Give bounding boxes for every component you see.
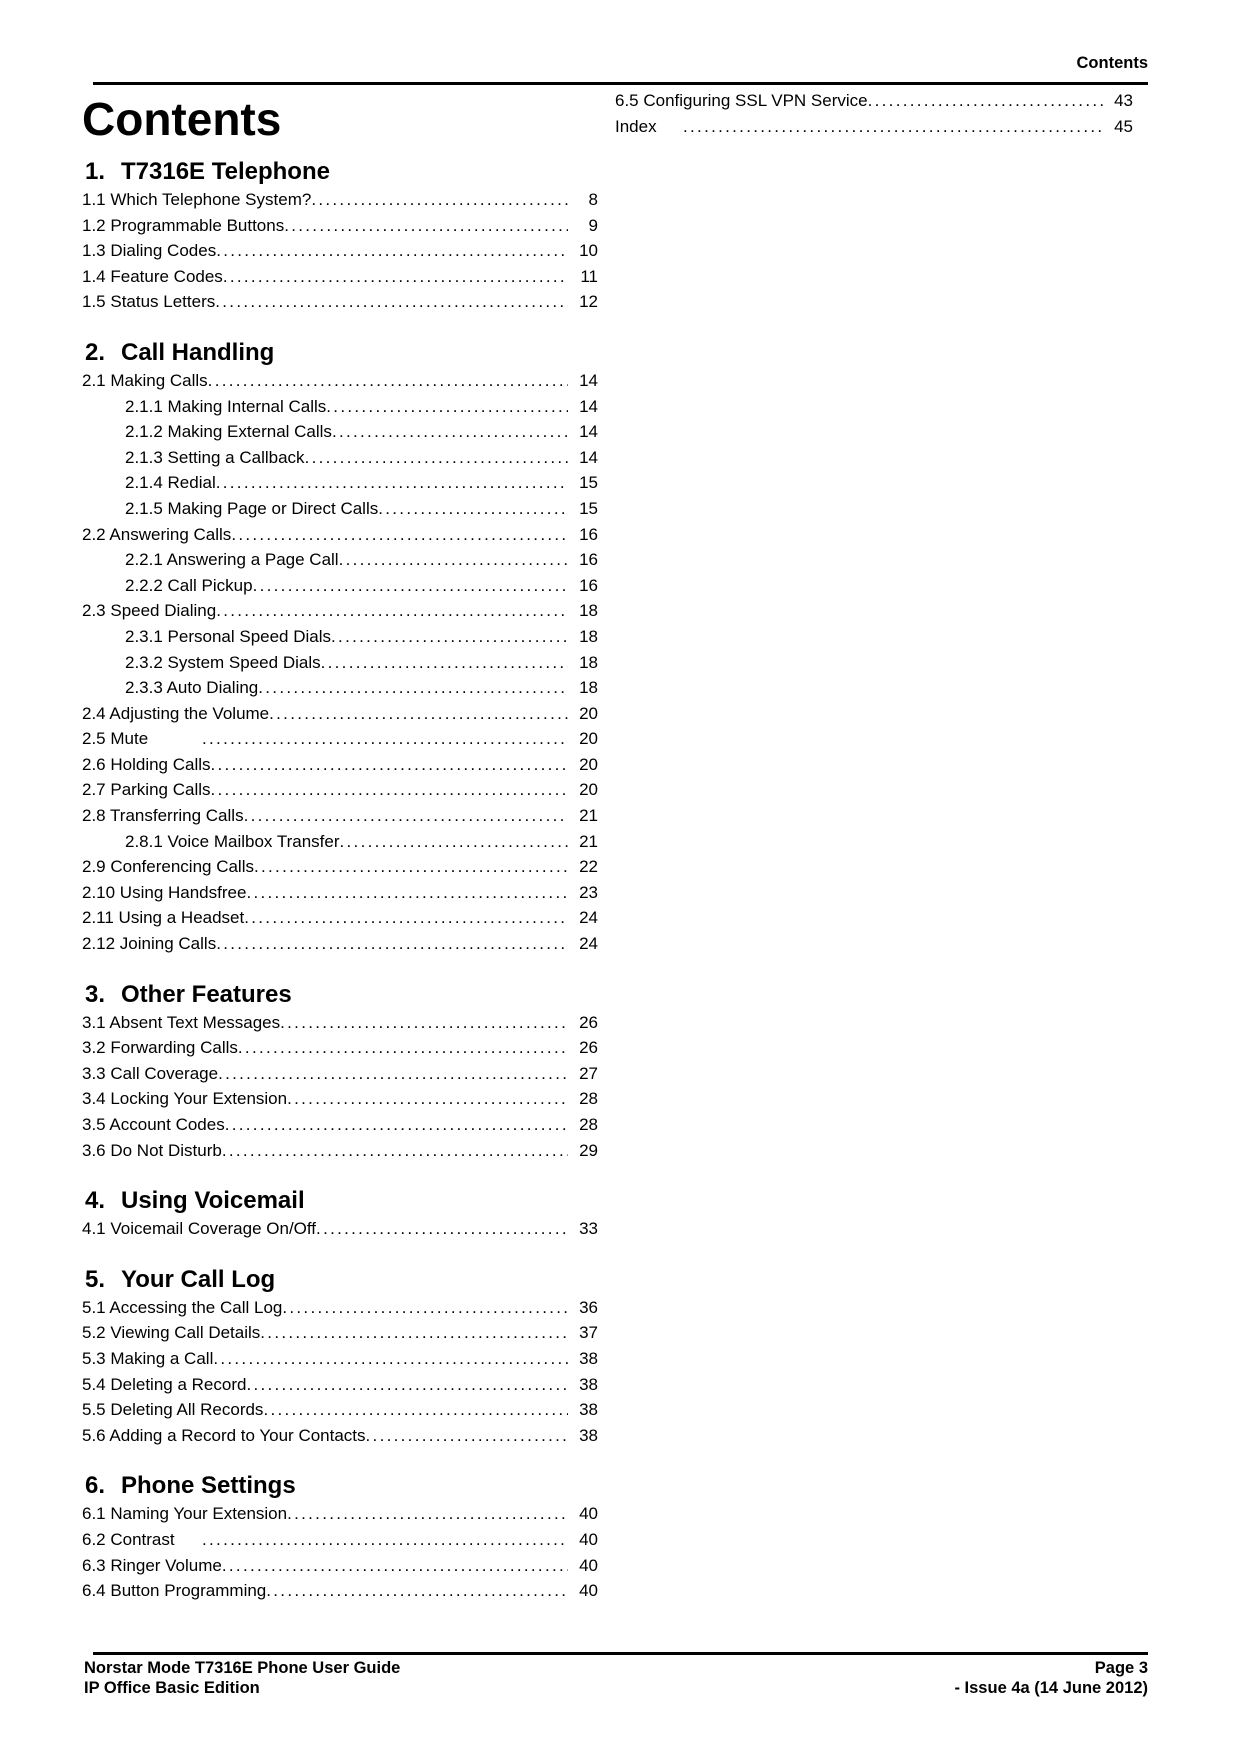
dot-leader	[311, 187, 568, 213]
toc-entry[interactable]	[82, 829, 598, 855]
dot-leader	[266, 1578, 568, 1604]
dot-leader	[244, 905, 568, 931]
toc-entry-label: 5.1 Accessing the Call Log	[82, 1297, 283, 1317]
toc-entry[interactable]	[82, 1501, 598, 1527]
toc-entry[interactable]	[82, 752, 598, 778]
section-heading	[82, 1265, 598, 1295]
toc-entry-label: 5.2 Viewing Call Details	[82, 1323, 261, 1343]
toc-entry-label: 3.5 Account Codes	[82, 1115, 225, 1134]
toc-entry-page: 26	[579, 1038, 598, 1058]
toc-entry-page: 21	[579, 831, 598, 851]
toc-entry[interactable]	[82, 1138, 598, 1164]
toc-entry-page: 14	[579, 370, 598, 390]
dot-leader	[216, 470, 568, 496]
toc-entry-page: 14	[579, 422, 598, 442]
section-title: T7316E Telephone	[121, 158, 330, 185]
dot-leader	[216, 598, 568, 624]
toc-entry-page: 20	[579, 780, 598, 800]
toc-entry-label: 2.7 Parking Calls	[82, 780, 211, 800]
toc-entry-page: 11	[580, 266, 598, 286]
toc-entry-label: 2.1.3 Setting a Callback	[125, 447, 305, 467]
section-heading	[82, 1471, 598, 1501]
toc-entry-label: 3.3 Call Coverage	[82, 1063, 219, 1083]
toc-entry[interactable]	[82, 1320, 598, 1346]
footer-left-block	[84, 1658, 400, 1698]
dot-leader	[213, 1346, 568, 1372]
dot-leader	[378, 496, 568, 522]
toc-entry[interactable]	[82, 726, 598, 752]
dot-leader	[218, 1061, 568, 1087]
toc-entry-label: 2.3.1 Personal Speed Dials	[125, 626, 332, 646]
dot-leader	[216, 238, 568, 264]
toc-entry-label: 3.4 Locking Your Extension	[82, 1089, 288, 1109]
dot-leader	[254, 854, 568, 880]
toc-entry-page: 40	[579, 1529, 598, 1549]
footer-page-number: Page 3	[1094, 1659, 1148, 1677]
toc-entry-label: 6.2 Contrast	[82, 1529, 175, 1549]
toc-entry-page: 36	[579, 1297, 598, 1317]
toc-entry-page: 45	[1114, 116, 1133, 136]
toc-entry-label: 1.5 Status Letters	[82, 292, 216, 312]
toc-entry-label: 3.2 Forwarding Calls	[82, 1038, 238, 1058]
toc-entry-label: 1.3 Dialing Codes	[82, 241, 217, 261]
toc-entry[interactable]	[82, 1112, 598, 1138]
toc-entry-label: 4.1 Voicemail Coverage On/Off	[82, 1219, 317, 1239]
toc-entry-label: 6.5 Configuring SSL VPN Service	[615, 91, 868, 110]
section-number: 5.	[85, 1265, 106, 1293]
toc-entry-page: 40	[579, 1555, 598, 1575]
toc-entry[interactable]	[82, 1061, 598, 1087]
toc-entry-page: 14	[579, 396, 598, 416]
toc-entry[interactable]	[82, 1216, 598, 1242]
toc-entry-label: 2.6 Holding Calls	[82, 754, 211, 774]
toc-entry[interactable]	[82, 1372, 598, 1398]
dot-leader	[244, 803, 568, 829]
toc-entry-page: 16	[579, 575, 598, 595]
toc-entry-label: 2.10 Using Handsfree	[82, 882, 247, 902]
toc-entry[interactable]	[615, 88, 1133, 114]
toc-entry[interactable]	[82, 1010, 598, 1036]
toc-entry-label: 1.4 Feature Codes	[82, 266, 223, 286]
section-title: Phone Settings	[121, 1472, 296, 1500]
running-header: Contents	[1076, 54, 1148, 72]
toc-entry[interactable]	[82, 522, 598, 548]
toc-entry-page: 38	[579, 1400, 598, 1420]
toc-entry-label: 6.3 Ringer Volume	[82, 1555, 222, 1575]
toc-entry[interactable]	[82, 573, 598, 599]
toc-entry-page: 18	[579, 626, 598, 646]
section-heading	[82, 157, 598, 187]
dot-leader	[211, 777, 568, 803]
toc-entry-label: 2.1.4 Redial	[125, 473, 216, 493]
dot-leader	[280, 1010, 568, 1036]
footer-issue: - Issue 4a (14 June 2012)	[954, 1679, 1148, 1697]
dot-leader	[316, 1216, 568, 1242]
dot-leader	[683, 114, 1103, 140]
dot-leader	[202, 726, 568, 752]
dot-leader	[202, 1527, 568, 1553]
footer-rule	[93, 1652, 1148, 1655]
toc-entry-page: 29	[579, 1140, 598, 1160]
toc-entry-label: 5.4 Deleting a Record	[82, 1374, 247, 1394]
toc-entry-label: 2.11 Using a Headset	[82, 908, 245, 928]
toc-entry-page: 18	[579, 678, 598, 698]
toc-sections	[82, 157, 598, 1604]
toc-continued-entries	[615, 88, 1133, 139]
dot-leader	[246, 1372, 568, 1398]
toc-entry[interactable]	[82, 880, 598, 906]
section-number: 1.	[85, 158, 106, 185]
toc-entry-page: 37	[579, 1323, 598, 1343]
toc-entry-page: 22	[579, 857, 598, 877]
footer-doc-title: Norstar Mode T7316E Phone User Guide	[84, 1659, 401, 1677]
toc-entry[interactable]	[82, 1086, 598, 1112]
section-title: Call Handling	[121, 338, 275, 366]
toc-entry-page: 20	[579, 729, 598, 749]
toc-entry-label: 2.5 Mute	[82, 729, 149, 749]
toc-entry[interactable]	[82, 1423, 598, 1449]
dot-leader	[263, 1397, 568, 1423]
toc-entry[interactable]	[82, 905, 598, 931]
dot-leader	[366, 1423, 568, 1449]
toc-entry[interactable]	[82, 803, 598, 829]
toc-entry[interactable]	[82, 1035, 598, 1061]
toc-section	[82, 1265, 598, 1449]
toc-entry-page: 24	[579, 908, 598, 928]
toc-entry-label: 2.1.1 Making Internal Calls	[125, 396, 327, 416]
toc-entry-label: 3.6 Do Not Disturb	[82, 1140, 222, 1160]
dot-leader	[260, 1320, 568, 1346]
dot-leader	[258, 675, 568, 701]
toc-entry-page: 20	[579, 754, 598, 774]
toc-entry[interactable]	[82, 675, 598, 701]
toc-entry[interactable]	[82, 213, 598, 239]
toc-entry-page: 38	[579, 1374, 598, 1394]
toc-entry-label: 5.5 Deleting All Records	[82, 1400, 264, 1420]
toc-entry-page: 12	[579, 292, 598, 312]
toc-entry-page: 16	[579, 550, 598, 570]
toc-entry-page: 18	[579, 652, 598, 672]
toc-entry-page: 16	[579, 524, 598, 544]
toc-entry[interactable]	[82, 368, 598, 394]
section-number: 4.	[85, 1187, 106, 1215]
dot-leader	[284, 213, 568, 239]
dot-leader	[269, 701, 568, 727]
dot-leader	[238, 1035, 568, 1061]
dot-leader	[287, 1086, 568, 1112]
dot-leader	[223, 264, 568, 290]
dot-leader	[231, 522, 568, 548]
toc-entry[interactable]	[82, 598, 598, 624]
toc-entry[interactable]	[82, 854, 598, 880]
toc-entry-label: 2.1.5 Making Page or Direct Calls	[125, 498, 379, 518]
toc-entry-label: 6.1 Naming Your Extension	[82, 1504, 288, 1524]
dot-leader	[868, 88, 1103, 114]
section-heading	[82, 980, 598, 1010]
section-number: 2.	[85, 338, 106, 366]
toc-entry-label: 1.1 Which Telephone System?	[82, 190, 312, 209]
section-title: Your Call Log	[121, 1265, 276, 1293]
footer-right-block	[954, 1658, 1148, 1698]
toc-entry[interactable]	[82, 496, 598, 522]
toc-entry[interactable]	[615, 114, 1133, 140]
toc-entry-page: 18	[579, 601, 598, 621]
toc-entry-label: 5.6 Adding a Record to Your Contacts	[82, 1425, 366, 1445]
toc-entry-page: 26	[579, 1012, 598, 1032]
dot-leader	[222, 1553, 568, 1579]
toc-entry-page: 15	[579, 473, 598, 493]
dot-leader	[326, 394, 568, 420]
toc-entry[interactable]	[82, 238, 598, 264]
dot-leader	[225, 1112, 568, 1138]
toc-entry-label: 2.8.1 Voice Mailbox Transfer	[125, 831, 340, 851]
toc-entry-page: 15	[579, 498, 598, 518]
toc-entry-label: 3.1 Absent Text Messages	[82, 1012, 281, 1032]
toc-entry-label: 2.1 Making Calls	[82, 370, 208, 390]
toc-entry[interactable]	[82, 777, 598, 803]
toc-entry[interactable]	[82, 187, 598, 213]
toc-entry[interactable]	[82, 1527, 598, 1553]
section-heading	[82, 338, 598, 368]
page-title: Contents	[82, 93, 282, 145]
section-number: 6.	[85, 1472, 106, 1500]
toc-section	[82, 157, 598, 315]
toc-entry-label: 2.3.2 System Speed Dials	[125, 652, 321, 672]
toc-entry-page: 28	[579, 1115, 598, 1134]
dot-leader	[222, 1138, 568, 1164]
dot-leader	[287, 1501, 568, 1527]
toc-entry[interactable]	[82, 624, 598, 650]
toc-entry[interactable]	[82, 1346, 598, 1372]
footer-edition: IP Office Basic Edition	[84, 1679, 260, 1697]
toc-entry-page: 20	[579, 703, 598, 723]
section-number: 3.	[85, 980, 106, 1008]
toc-entry-page: 38	[579, 1425, 598, 1445]
toc-entry[interactable]	[82, 1397, 598, 1423]
dot-leader	[215, 289, 568, 315]
toc-entry[interactable]	[82, 470, 598, 496]
page-footer	[84, 1658, 1148, 1698]
toc-entry-label: Index	[615, 116, 657, 136]
dot-leader	[246, 880, 568, 906]
toc-entry-label: 2.4 Adjusting the Volume	[82, 703, 270, 723]
toc-entry[interactable]	[82, 931, 598, 957]
toc-entry[interactable]	[82, 445, 598, 471]
toc-section	[82, 1186, 598, 1242]
toc-entry-page: 33	[579, 1219, 598, 1239]
toc-left-column	[82, 92, 598, 1604]
dot-leader	[339, 547, 568, 573]
toc-entry[interactable]	[82, 650, 598, 676]
toc-entry[interactable]	[82, 1553, 598, 1579]
dot-leader	[305, 445, 568, 471]
toc-entry-page: 23	[579, 882, 598, 902]
dot-leader	[340, 829, 568, 855]
dot-leader	[282, 1295, 568, 1321]
toc-section	[82, 338, 598, 957]
section-title: Using Voicemail	[121, 1187, 305, 1215]
dot-leader	[208, 368, 568, 394]
dot-leader	[332, 419, 568, 445]
toc-entry-page: 8	[588, 190, 598, 209]
toc-entry-page: 40	[579, 1504, 598, 1524]
toc-entry[interactable]	[82, 264, 598, 290]
toc-entry[interactable]	[82, 1295, 598, 1321]
toc-entry[interactable]	[82, 419, 598, 445]
toc-entry-page: 38	[579, 1348, 598, 1368]
toc-entry-page: 10	[579, 241, 598, 261]
toc-entry[interactable]	[82, 289, 598, 315]
toc-entry[interactable]	[82, 701, 598, 727]
toc-entry-label: 2.2.1 Answering a Page Call	[125, 550, 339, 570]
toc-entry-page: 40	[579, 1581, 598, 1601]
toc-entry-page: 43	[1114, 91, 1133, 110]
toc-entry-label: 2.9 Conferencing Calls	[82, 857, 254, 877]
toc-entry-label: 2.3 Speed Dialing	[82, 601, 217, 621]
toc-entry-page: 9	[588, 215, 598, 235]
toc-entry-label: 1.2 Programmable Buttons	[82, 215, 285, 235]
section-heading	[82, 1186, 598, 1216]
dot-leader	[253, 573, 568, 599]
toc-entry[interactable]	[82, 394, 598, 420]
toc-entry-label: 6.4 Button Programming	[82, 1581, 267, 1601]
toc-entry-label: 2.12 Joining Calls	[82, 934, 217, 954]
toc-entry-label: 5.3 Making a Call	[82, 1348, 214, 1368]
toc-entry-page: 24	[579, 934, 598, 954]
toc-entry-page: 28	[579, 1089, 598, 1109]
toc-entry-label: 2.1.2 Making External Calls	[125, 422, 332, 442]
toc-section	[82, 980, 598, 1164]
header-rule	[93, 82, 1148, 85]
toc-entry-label: 2.8 Transferring Calls	[82, 806, 244, 826]
toc-entry-page: 27	[579, 1063, 598, 1083]
toc-entry-page: 21	[579, 806, 598, 826]
dot-leader	[331, 624, 568, 650]
toc-section	[82, 1471, 598, 1603]
toc-right-column	[615, 88, 1133, 139]
toc-entry-page: 14	[579, 447, 598, 467]
toc-entry-label: 2.2.2 Call Pickup	[125, 575, 253, 595]
dot-leader	[321, 650, 568, 676]
toc-entry-label: 2.3.3 Auto Dialing	[125, 678, 259, 698]
dot-leader	[216, 931, 568, 957]
section-title: Other Features	[121, 980, 292, 1008]
toc-entry[interactable]	[82, 547, 598, 573]
toc-entry[interactable]	[82, 1578, 598, 1604]
toc-entry-label: 2.2 Answering Calls	[82, 524, 232, 544]
dot-leader	[211, 752, 568, 778]
